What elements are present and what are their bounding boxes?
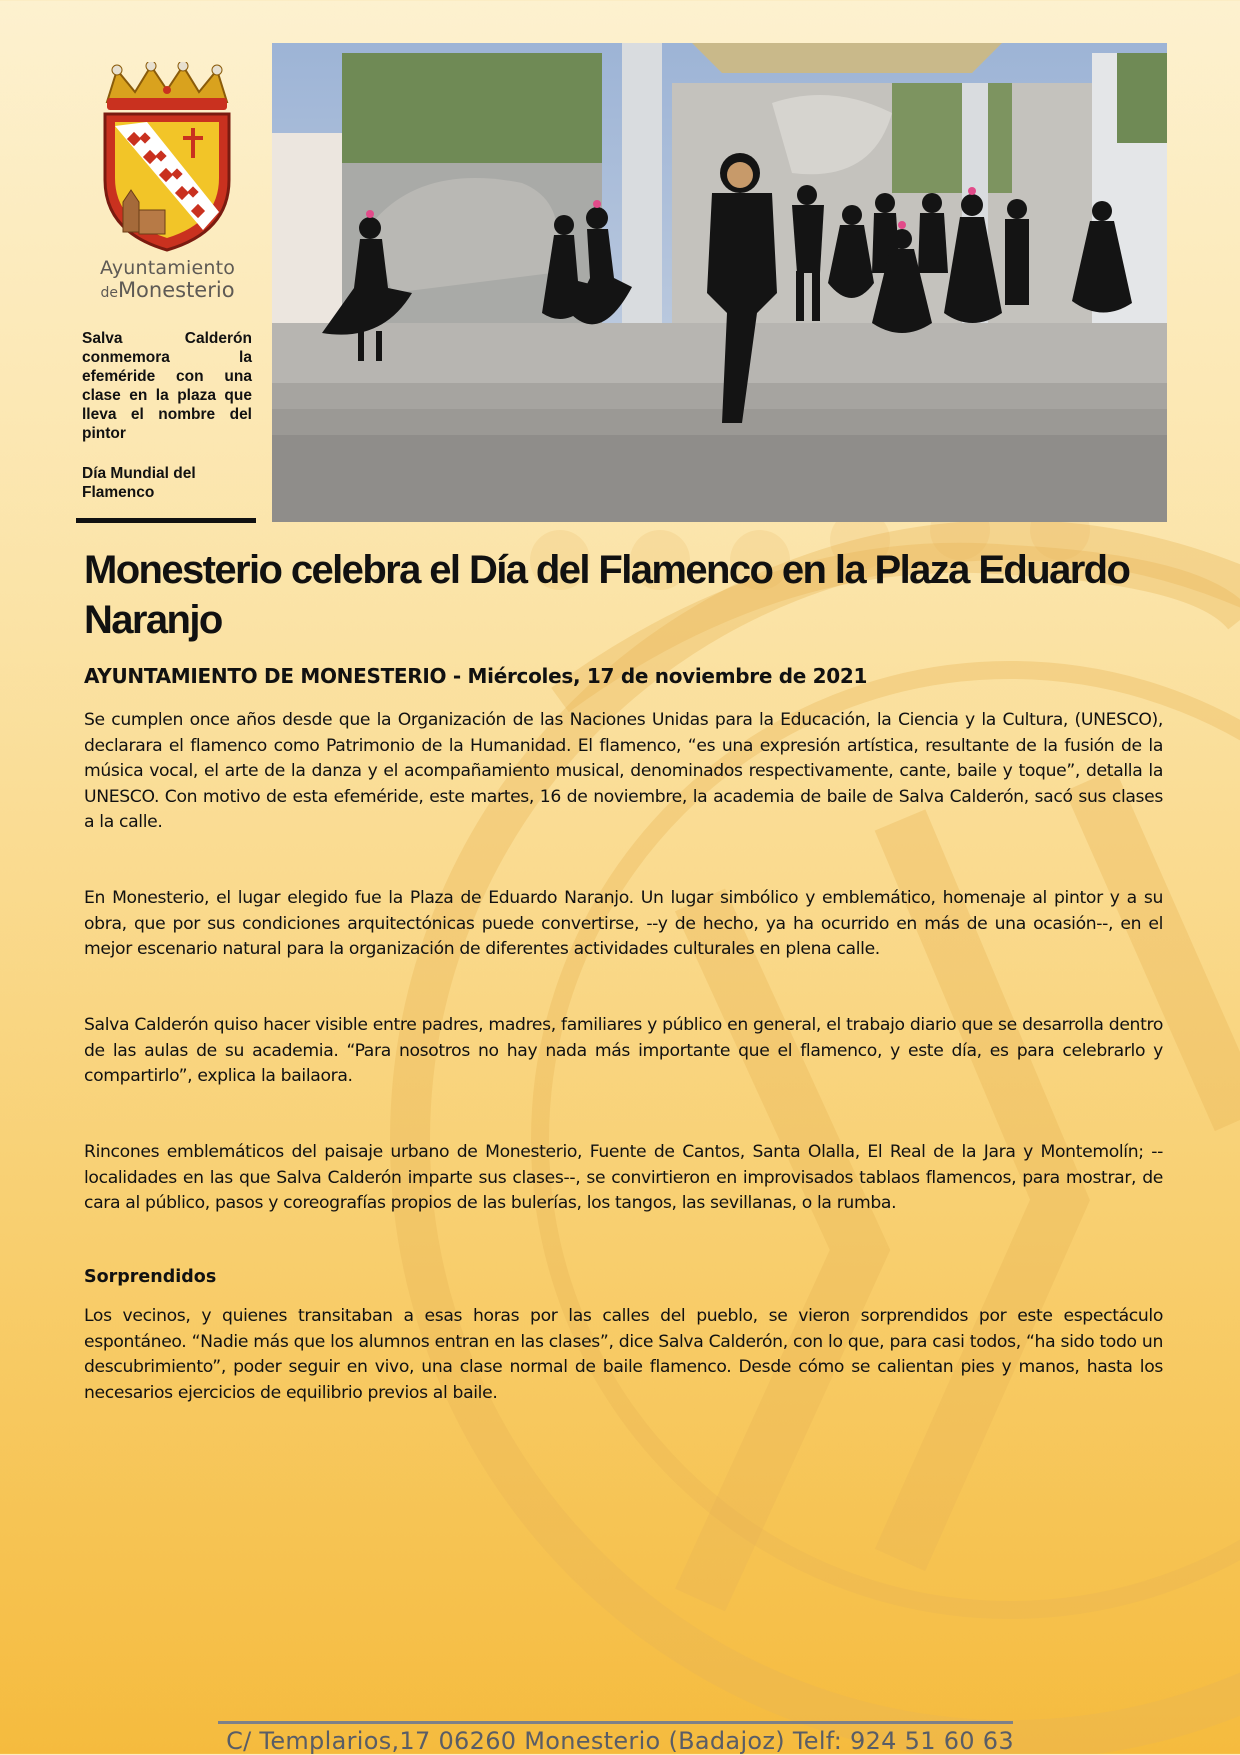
logo-line-2 (95, 279, 240, 301)
sidebar-subtitle: Salva Calderón conmemora la efeméride con una clase en la plaza que lleva el nombre del pintor (82, 329, 252, 442)
article-byline: AYUNTAMIENTO DE MONESTERIO - Miércoles, 17 de noviembre de 2021 (84, 664, 868, 688)
article-paragraph-5: Los vecinos, y quienes transitaban a esas horas por las calles del pueblo, se vieron sorprendidos por este espectáculo espontáneo. “Nadie más que los alumnos entran en las clases”, dice Salva Calderón, con lo que, para casi todos, “ha sido todo un descubrimiento”, poder seguir en vivo, una clase normal de baile flamenco. Desde cómo se calientan pies y manos, hasta los necesarios ejercicios de equilibrio previos al baile. (84, 1306, 1163, 1403)
flamenco-dance-photo (272, 43, 1167, 522)
municipality-logo (95, 62, 240, 301)
article-paragraph-2: En Monesterio, el lugar elegido fue la Plaza de Eduardo Naranjo. Un lugar simbólico y emblemático, homenaje al pintor y a su obra, que por sus condiciones arquitectónicas puede convertirse, --y de hecho, ya ha ocurrido en más de una ocasión--, en el mejor escenario natural para la organización de diferentes actividades culturales en plena calle. (84, 888, 1163, 959)
sidebar-category: Día Mundial del Flamenco (82, 464, 196, 501)
article-paragraph-1: Se cumplen once años desde que la Organización de las Naciones Unidas para la Educación, la Ciencia y la Cultura, (UNESCO), declarara el flamenco como Patrimonio de la Humanidad. El flamenco, “es una expresión artística, resultante de la fusión de la música vocal, el arte de la danza y el acompañamiento musical, denominados respectivamente, cante, baile y toque”, detalla la UNESCO. Con motivo de esta efeméride, este martes, 16 de noviembre, la academia de baile de Salva Calderón, sacó sus clases a la calle. (84, 710, 1163, 832)
article-paragraph-4: Rincones emblemáticos del paisaje urbano de Monesterio, Fuente de Cantos, Santa Olalla, El Real de la Jara y Montemolín; --localidades en las que Salva Calderón imparte sus clases--, se convirtieron en improvisados tablaos flamencos, para mostrar, de cara al público, pasos y coreografías propios de las bulerías, los tangos, las sevillanas, o la rumba. (84, 1142, 1163, 1213)
logo-line-2-prefix: de (100, 284, 118, 301)
sidebar-divider (76, 518, 256, 523)
article-headline: Monesterio celebra el Día del Flamenco en la Plaza Eduardo Naranjo (84, 548, 1130, 642)
logo-line-2-name: Monesterio (117, 277, 235, 302)
footer-address: C/ Templarios,17 06260 Monesterio (Badajoz) Telf: 924 51 60 63 (226, 1727, 1014, 1755)
logo-line-1: Ayuntamiento (99, 257, 236, 279)
article-paragraph-3: Salva Calderón quiso hacer visible entre padres, madres, familiares y público en general, el trabajo diario que se desarrolla dentro de las aulas de su academia. “Para nosotros no hay nada más importante que el flamenco, y este día, es para celebrarlo y compartirlo”, explica la bailaora. (84, 1015, 1163, 1086)
article-subheading: Sorprendidos (84, 1267, 217, 1287)
coat-of-arms-icon (95, 62, 240, 257)
footer-divider (218, 1721, 1013, 1724)
